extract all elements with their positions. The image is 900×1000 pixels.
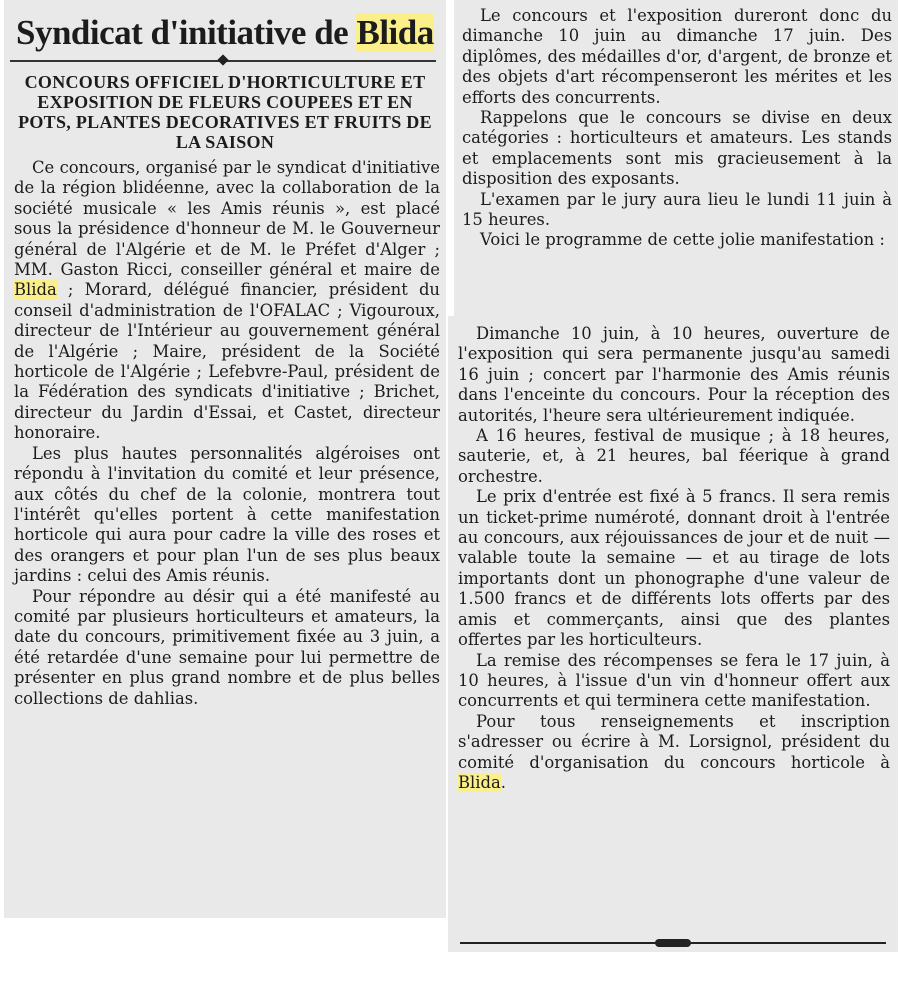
search-highlight: Blida: [356, 13, 434, 52]
paragraph-text: ; Morard, délégué financier, président du conseil d'administration de l'OFALAC ; Vigouroux, directeur de l'Intérieur au gouvernement général de l'Algérie ; Maire, président de la Société horticole de l'Algérie ; Lefebvre-Paul, président de la Fédération des syndicats d'initiative ; Brichet, directeur du Jardin d'Essai, et Castet, directeur honoraire.: [14, 280, 440, 443]
rule-ornament: [655, 939, 691, 947]
paragraph: [14, 158, 440, 444]
paragraph-text: .: [500, 772, 507, 792]
paragraph: Rappelons que le concours se divise en deux catégories : horticulteurs et amateurs. Les stands et emplacements sont mis gracieusement à la disposition des exposants.: [462, 108, 892, 189]
article-body-right-bottom: [458, 324, 890, 793]
headline-text: Syndicat d'initiative de: [16, 13, 357, 52]
paragraph: L'examen par le jury aura lieu le lundi 11 juin à 15 heures.: [462, 189, 892, 230]
paragraph: Le concours et l'exposition dureront donc du dimanche 10 juin au dimanche 17 juin. Des diplômes, des médailles d'or, d'argent, de bronze et des objets d'art récompenseront les mérites et les efforts des concurrents.: [462, 6, 892, 107]
paragraph: Voici le programme de cette jolie manifestation :: [480, 230, 885, 250]
paragraph: [458, 712, 890, 794]
article-body-right-top: [462, 6, 892, 251]
paragraph: Pour répondre au désir qui a été manifesté au comité par plusieurs horticulteurs et amateurs, la date du concours, primitivement fixée au 3 juin, a été retardée d'une semaine pour lui permettre de présenter en plus grand nombre et de plus belles collections de dahlias.: [14, 586, 440, 708]
search-highlight: Blida: [458, 772, 501, 792]
paragraph: A 16 heures, festival de musique ; à 18 heures, sauterie, et, à 21 heures, bal féerique à grand orchestre.: [458, 426, 890, 486]
search-highlight: Blida: [14, 280, 57, 300]
title-separator: [10, 60, 436, 62]
paragraph-text: Pour tous renseignements et inscription s'adresser ou écrire à M. Lorsignol, président du comité d'organisation du concours horticole à: [458, 711, 890, 772]
paragraph: La remise des récompenses se fera le 17 juin, à 10 heures, à l'issue d'un vin d'honneur offert aux concurrents et qui terminera cette manifestation.: [458, 650, 890, 711]
article-column-left: [4, 0, 446, 918]
article-column-right-bottom: [448, 316, 898, 952]
separator-ornament: [217, 54, 228, 65]
paragraph: Les plus hautes personnalités algéroises ont répondu à l'invitation du comité et leur présence, aux côtés du chef de la colonie, montrera tout l'intérêt qu'elles portent à cette manifestation horticole qui aura pour cadre la ville des roses et des orangers et pour plan l'un de ses plus beaux jardins : celui des Amis réunis.: [14, 443, 440, 586]
article-headline: [16, 12, 446, 54]
article-column-right-top: [454, 0, 898, 316]
article-subheadline: CONCOURS OFFICIEL D'HORTICULTURE ET EXPOSITION DE FLEURS COUPEES ET EN POTS, PLANTES DECORATIVES ET FRUITS DE LA SAISON: [18, 72, 432, 152]
end-of-article-rule: [460, 942, 886, 944]
paragraph: Dimanche 10 juin, à 10 heures, ouverture de l'exposition qui sera permanente jusqu'au samedi 16 juin ; concert par l'harmonie des Amis réunis dans l'enceinte du concours. Pour la réception des autorités, l'heure sera ultérieurement indiquée.: [458, 324, 890, 425]
article-body-left: [14, 158, 440, 709]
paragraph: Le prix d'entrée est fixé à 5 francs. Il sera remis un ticket-prime numéroté, donnant droit à l'entrée au concours, aux réjouissances de jour et de nuit — valable toute la semaine — et au tirage de lots importants dont un phonographe d'une valeur de 1.500 francs et de différents lots offerts par des amis et commerçants, ainsi que des plantes offertes par les horticulteurs.: [458, 487, 890, 650]
paragraph-text: Ce concours, organisé par le syndicat d'initiative de la région blidéenne, avec la collaboration de la société musicale « les Amis réunis », est placé sous la présidence d'honneur de M. le Gouverneur général de l'Algérie et de M. le Préfet d'Alger ; MM. Gaston Ricci, conseiller général et maire de: [14, 158, 440, 280]
